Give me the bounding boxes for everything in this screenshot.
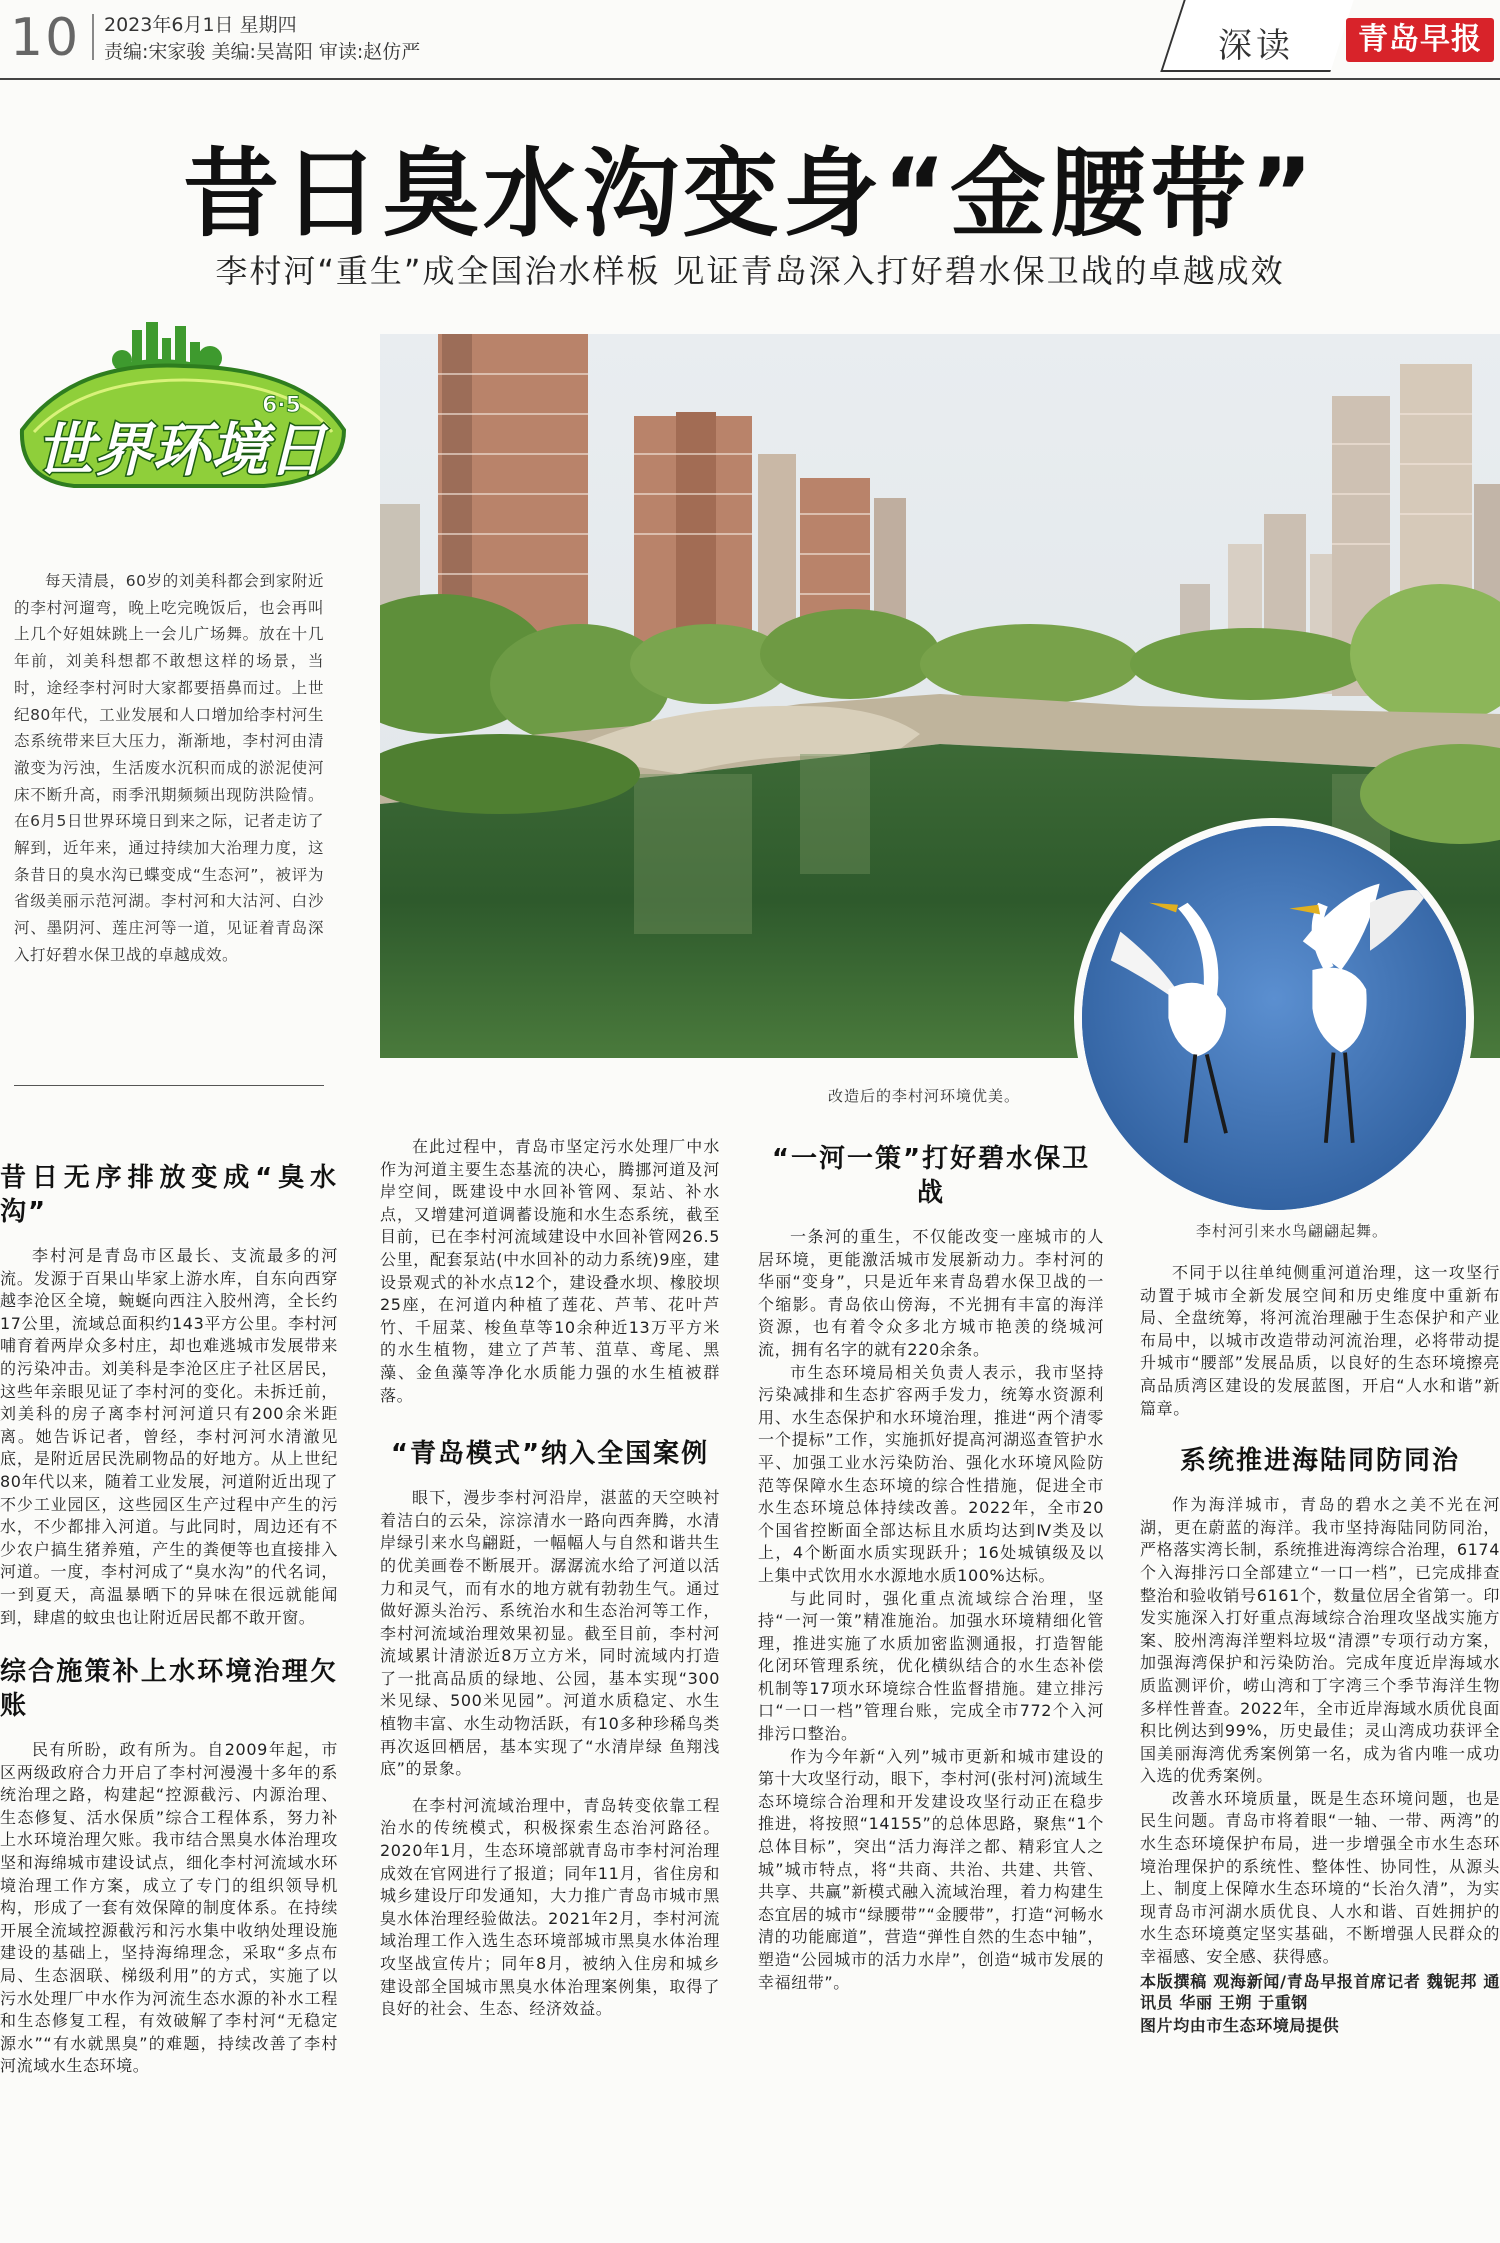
badge-text: 世界环境日 xyxy=(36,416,327,484)
section-heading-1: 昔日无序排放变成“臭水沟” xyxy=(0,1163,338,1227)
paragraph: 一条河的重生，不仅能改变一座城市的人居环境，更能激活城市发展新动力。李村河的华丽“变身”，只是近年来青岛碧水保卫战的一个缩影。青岛依山傍海，不光拥有丰富的海洋资源，也有着令众多北方城市艳羡的绕城河流，拥有名字的就有220余条。 xyxy=(758,1227,1104,1359)
headline-title: 昔日臭水沟变身“金腰带” xyxy=(182,138,1318,250)
masthead-rule xyxy=(0,78,1500,80)
page-number: 10 xyxy=(10,8,81,68)
brand-logo: 青岛早报 xyxy=(1346,18,1494,62)
city-skyline-icon xyxy=(112,322,222,370)
article-column-4 xyxy=(1140,1262,1500,2036)
editors-line: 责编:宋家骏 美编:吴嵩阳 审读:赵仿严 xyxy=(104,41,421,63)
world-environment-day-badge xyxy=(14,320,352,494)
section-heading-4: “一河一策”打好碧水保卫战 xyxy=(771,1144,1091,1208)
date-line: 2023年6月1日 星期四 xyxy=(104,14,297,36)
paragraph: 改善水环境质量，既是生态环境问题，也是民生问题。青岛市将着眼“一轴、一带、两湾”的水生态环境保护布局，进一步增强全市水生态环境治理保护的系统性、整体性、协同性，从源头上、制度上保障水生态环境的“长治久清”，为实现青岛市河湖水质优良、人水和谐、百姓拥护的水生态环境奠定坚实基础，不断增强人民群众的幸福感、安全感、获得感。 xyxy=(1140,1788,1500,1967)
byline: 本版撰稿 观海新闻/青岛早报首席记者 魏铌邦 通讯员 华丽 王朔 于重钢 xyxy=(1140,1971,1500,2012)
paragraph: 作为海洋城市，青岛的碧水之美不光在河湖，更在蔚蓝的海洋。我市坚持海陆同防同治，严格落实湾长制，系统推进海湾综合治理，6174个入海排污口全部建立“一口一档”，已完成排查整治和验收销号6161个，数量位居全省第一。印发实施深入打好重点海域综合治理攻坚战实施方案、胶州湾海洋塑料垃圾“清漂”专项行动方案，加强海湾保护和污染防治。完成年度近岸海域水质监测评价，崂山湾和丁字湾三个季节海洋生物多样性普查。2022年，全市近岸海域水质优良面积比例达到99%，历史最佳；灵山湾成功获评全国美丽海湾优秀案例第一名，成为省内唯一成功入选的优秀案例。 xyxy=(1140,1495,1500,1786)
paragraph: 眼下，漫步李村河沿岸，湛蓝的天空映衬着洁白的云朵，淙淙清水一路向西奔腾，水清岸绿引来水鸟翩跹，一幅幅人与自然和谐共生的优美画卷不断展开。潺潺流水给了河道以活力和灵气，而有水的地方就有勃勃生气。通过做好源头治污、系统治水和生态治河等工作，李村河流域治理效果初显。截至目前，李村河流域累计清淤近8万立方米，同时流域内打造了一批高品质的绿地、公园，基本实现“300米见绿、500米见园”。河道水质稳定、水生植物丰富、水生动物活跃，有10多种珍稀鸟类再次返回栖居，基本实现了“水清岸绿 鱼翔浅底”的景象。 xyxy=(380,1488,720,1779)
intro-paragraph: 每天清晨，60岁的刘美科都会到家附近的李村河遛弯，晚上吃完晚饭后，也会再叫上几个好姐妹跳上一会儿广场舞。放在十几年前，刘美科想都不敢想这样的场景，当时，途经李村河时大家都要捂鼻而过。上世纪80年代，工业发展和人口增加给李村河生态系统带来巨大压力，渐渐地，李村河由清澈变为污浊，生活废水沉积而成的淤泥使河床不断升高，雨季汛期频频出现防洪险情。在6月5日世界环境日到来之际，记者走访了解到，近年来，通过持续加大治理力度，这条昔日的臭水沟已蝶变成“生态河”，被评为省级美丽示范河湖。李村河和大沽河、白沙河、墨阴河、莲庄河等一道，见证着青岛深入打好碧水保卫战的卓越成效。 xyxy=(14,572,324,964)
article-column-3 xyxy=(758,1136,1104,1994)
article-column-2 xyxy=(380,1136,720,2021)
paragraph: 民有所盼，政有所为。自2009年起，市区两级政府合力开启了李村河漫漫十多年的系统治理之路，构建起“控源截污、内源治理、生态修复、活水保质”综合工程体系，努力补上水环境治理欠账。我市结合黑臭水体治理攻坚和海绵城市建设试点，细化李村河流域水环境治理工作方案，成立了专门的组织领导机构，形成了一套有效保障的制度体系。在持续开展全流域控源截污和污水集中收纳处理设施建设的基础上，坚持海绵理念，采取“多点布局、生态洇联、梯级利用”的方式，实施了以污水处理厂中水作为河流生态水源的补水工程和生态修复工程，有效破解了李村河“无稳定源水”“有水就黑臭”的难题，持续改善了李村河流域水生态环境。 xyxy=(0,1740,338,2076)
badge-date: 6·5 xyxy=(262,393,301,418)
paragraph: 与此同时，强化重点流域综合治理，坚持“一河一策”精准施治。加强水环境精细化管理，推进实施了水质加密监测通报，打造智能化闭环管理系统，优化横纵结合的水生态补偿机制等17项水环境综合性监督措施。建立排污口“一口一档”管理台账，完成全市772个入河排污口整治。 xyxy=(758,1588,1104,1744)
masthead-divider xyxy=(92,14,94,60)
paragraph: 李村河是青岛市区最长、支流最多的河流。发源于百果山毕家上游水库，自东向西穿越李沧区全境，蜿蜒向西注入胶州湾，全长约17公里，流域总面积约143平方公里。李村河哺育着两岸众多村庄，却也难逃城市发展带来的污染冲击。刘美科是李沧区庄子社区居民，这些年亲眼见证了李村河的变化。未拆迁前，刘美科的房子离李村河河道只有200余米距离。她告诉记者，曾经，李村河河水清澈见底，是附近居民洗刷物品的好地方。从上世纪80年代以来，随着工业发展，河道附近出现了不少工业园区，这些园区生产过程中产生的污水，不少都排入河道。与此同时，周边还有不少农户搞生猪养殖，产生的粪便等也直接排入河道。一度，李村河成了“臭水沟”的代名词，一到夏天，高温暴晒下的异味在很远就能闻到，肆虐的蚊虫也让附近居民都不敢开窗。 xyxy=(0,1246,338,1627)
section-heading-5: 系统推进海陆同防同治 xyxy=(1179,1446,1460,1477)
egrets-icon xyxy=(1082,826,1466,1210)
headline-subtitle: 李村河“重生”成全国治水样板 见证青岛深入打好碧水保卫战的卓越成效 xyxy=(215,252,1285,290)
masthead-meta xyxy=(104,12,420,66)
inset-photo-egrets xyxy=(1074,818,1474,1218)
photo-credit: 图片均由市生态环境局提供 xyxy=(1140,2015,1340,2035)
intro-rule xyxy=(14,1085,324,1086)
section-heading-3: “青岛模式”纳入全国案例 xyxy=(390,1439,710,1470)
main-photo-caption: 改造后的李村河环境优美。 xyxy=(828,1087,1021,1105)
section-heading-2: 综合施策补上水环境治理欠账 xyxy=(0,1657,338,1722)
section-label: 深读 xyxy=(1218,26,1294,66)
paragraph: 在李村河流域治理中，青岛转变依靠工程治水的传统模式，积极探索生态治河路径。2020年1月，生态环境部就青岛市李村河治理成效在官网进行了报道；同年11月，省住房和城乡建设厅印发通知，大力推广青岛市城市黑臭水体治理经验做法。2021年2月，李村河流域治理工作入选生态环境部城市黑臭水体治理攻坚战宣传片；同年8月，被纳入住房和城乡建设部全国城市黑臭水体治理案例集，取得了良好的社会、生态、经济效益。 xyxy=(380,1795,720,2019)
inset-photo-caption: 李村河引来水鸟翩翩起舞。 xyxy=(1196,1222,1389,1240)
article-column-1 xyxy=(0,1155,338,2078)
paragraph: 市生态环境局相关负责人表示，我市坚持污染减排和生态扩容两手发力，统筹水资源利用、水生态保护和水环境治理，推进“两个清零一个提标”工作，实施抓好提高河湖巡查管护水平、加强工业水污染防治、强化水环境风险防范等保障水生态环境的综合性措施，促进全市水生态环境总体持续改善。2022年，全市20个国省控断面全部达标且水质均达到Ⅳ类及以上，4个断面水质实现跃升；16处城镇级及以上集中式饮用水水源地水质100%达标。 xyxy=(758,1362,1104,1585)
paragraph: 不同于以往单纯侧重河道治理，这一攻坚行动置于城市全新发展空间和历史维度中重新布局、全盘统筹，将河流治理融于生态保护和产业布局中，以城市改造带动河流治理，必将带动提升城市“腰部”发展品质，以良好的生态环境擦亮高品质湾区建设的发展蓝图，开启“人水和谐”新篇章。 xyxy=(1140,1263,1500,1418)
paragraph: 作为今年新“入列”城市更新和城市建设的第十大攻坚行动，眼下，李村河(张村河)流域生态环境综合治理和开发建设攻坚行动正在稳步推进，将按照“14155”的总体思路，聚焦“1个总体目标”，突出“活力海洋之都、精彩宜人之城”城市特点，将“共商、共治、共建、共管、共享、共赢”新模式融入流域治理，着力构建生态宜居的城市“绿腰带”“金腰带”，打造“河畅水清的功能廊道”，营造“弹性自然的生态中轴”，塑造“公园城市的活力水岸”，创造“城市发展的幸福纽带”。 xyxy=(758,1746,1104,1992)
paragraph: 在此过程中，青岛市坚定污水处理厂中水作为河道主要生态基流的决心，腾挪河道及河岸空间，既建设中水回补管网、泵站、补水点，又增建河道调蓄设施和水生态系统，截至目前，已在李村河流域建设中水回补管网26.5公里，配套泵站(中水回补的动力系统)9座，建设景观式的补水点12个，建设叠水坝、橡胶坝25座，在河道内种植了莲花、芦苇、花叶芦竹、千屈菜、梭鱼草等10余种近13万平方米的水生植物，建立了芦苇、菹草、鸢尾、黑藻、金鱼藻等净化水质能力强的水生植被群落。 xyxy=(380,1137,720,1405)
